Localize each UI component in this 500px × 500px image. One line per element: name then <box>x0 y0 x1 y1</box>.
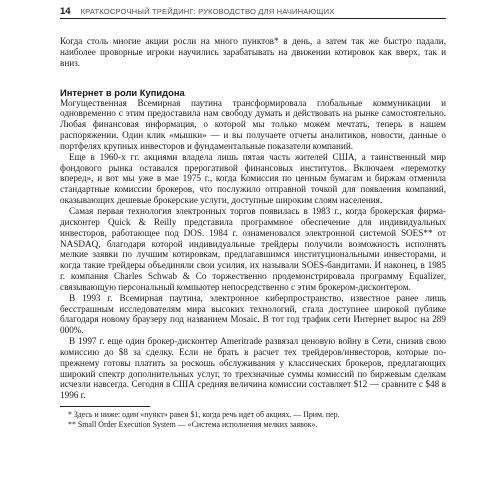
body-paragraph: Могущественная Всемирная паутина трансформировала глобальные коммуникации и одновременно с этим предоставила нам свободу думать и действовать на рынке самостоятельно. Любая финансовая информация, о которой мы только можем мечтать, теперь в нашем распоряжении. Один клик «мышки» — и вы получаете отчеты аналитиков, новости, данные о портфелях крупных инвесторов и фундаментальные показатели компаний. <box>60 97 446 151</box>
body-paragraph: Еще в 1960-х гг. акциями владела лишь пятая часть жителей США, а таинственный мир фондового рынка оставался прерогативой финансовых институтов. Включаем «перемотку вперед», и вот мы уже в мае 1975 г., когда Комиссия по ценным бумагам и биржам отменила стандартные комиссии брокеров, что послужило отправной точкой для появления компаний, оказывающих дешевые брокерские услуги, доступные широким слоям населения. <box>60 151 446 206</box>
body-paragraph: В 1993 г. Всемирная паутина, электронное киберпространство, известное ранее лишь бесстрашным исследователям мира высоких технологий, стала доступнее широкой публике благодаря новому браузеру под названием Mosaic. В тот год трафик сети Интернет вырос на 289 000%. <box>60 292 446 336</box>
footnote: ** Small Order Execution System — «Система исполнения мелких заявок». <box>68 419 318 429</box>
footnote-rule <box>60 406 150 407</box>
intro-paragraph: Когда столь многие акции росли на много пунктов* в день, а затем так же быстро падали, наиболее проворные игроки научились зарабатывать на движении котировок как вверх, так и вниз. <box>60 36 446 68</box>
running-title: КРАТКОСРОЧНЫЙ ТРЕЙДИНГ: РУКОВОДСТВО ДЛЯ НАЧИНАЮЩИХ <box>80 6 335 16</box>
header-rule <box>60 18 446 19</box>
footnote: * Здесь и ниже: один «пункт» равен $1, когда речь идет об акциях. — Прим. пер. <box>68 410 340 420</box>
body-paragraph: В 1997 г. еще один брокер-дисконтер Ameritrade развязал ценовую войну в Сети, снизив свою комиссию до $8 за сделку. Если не брать в расчет тех трейдеров/инвесторов, которые по-прежнему готовы платить за роскошь обслуживания у классических брокеров, предлагающих широкий спектр дополнительных услуг, то трехзначные суммы комиссий по биржевым сделкам исчезли навсегда. Сегодня в США средняя величина комиссии составляет $12 — сравните с $48 в 1996 г. <box>60 336 446 401</box>
section-heading: Интернет в роли Купидона <box>60 86 185 98</box>
body-paragraph: Самая первая технология электронных торгов появилась в 1983 г., когда брокерская фирма-дисконтер Quick & Reilly представила программное обеспечение для индивидуальных инвесторов, работающее под DOS. 1984 г. ознаменовался электронной системой SOES** от NASDAQ, благодаря которой индивидуальные трейдеры получили возможность исполнять мелкие заявки по лучшим котировкам, предлагавшимся институциональными инвесторами, и когда такие трейдеры объединяли свои усилия, их называли SOES-бандитами. И наконец, в 1985 г. компания Charles Schwab & Co торжественно продемонстрировала программу Equalizer, связывающую персональный компьютер непосредственно с этим брокером-дисконтером. <box>60 205 446 292</box>
page-header <box>60 4 446 18</box>
page-body <box>60 36 446 429</box>
page-number: 14 <box>60 5 71 17</box>
